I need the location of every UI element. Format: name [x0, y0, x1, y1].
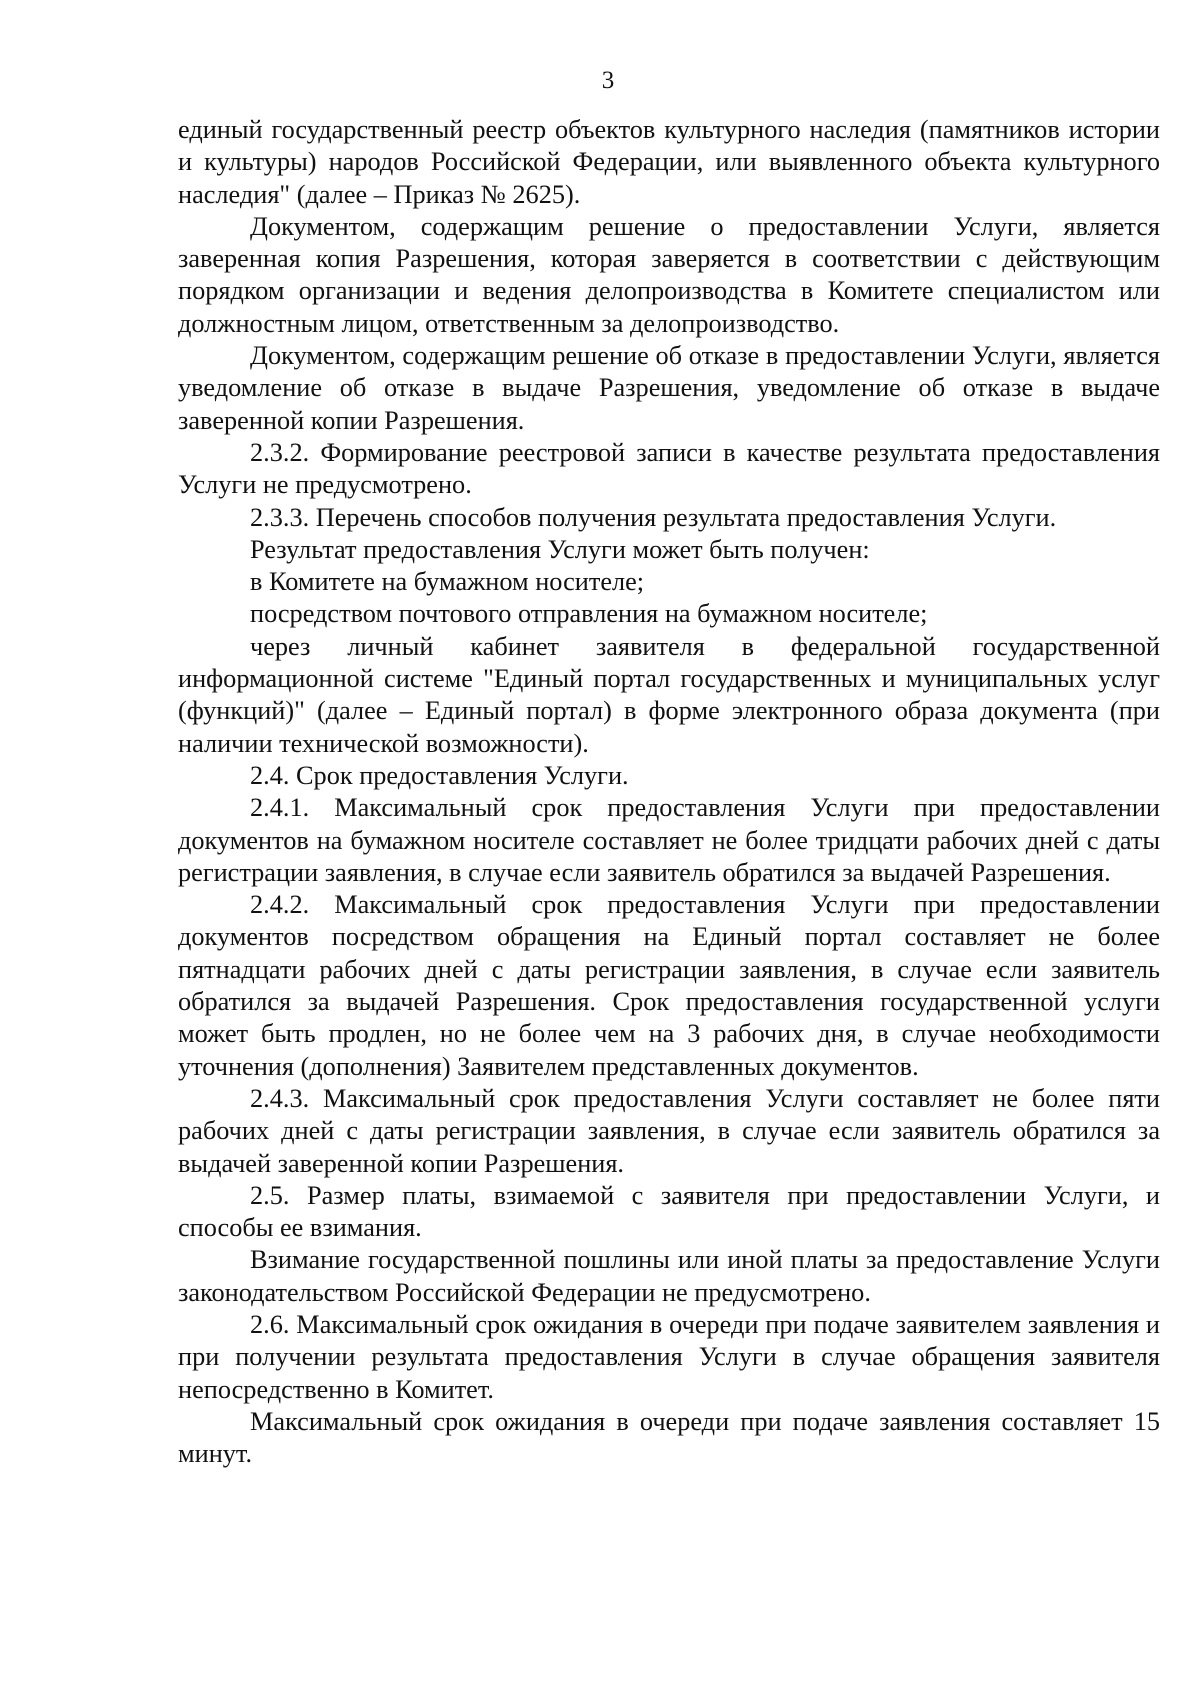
paragraph-fee: Взимание государственной пошлины или иной платы за предоставление Услуги законодательством Российской Федерации не предусмотрено.	[178, 1245, 1160, 1307]
paragraph-2-3-2: 2.3.2. Формирование реестровой записи в качестве результата предоставления Услуги не предусмотрено.	[178, 437, 1160, 500]
paragraph-2-3-3: 2.3.3. Перечень способов получения результата предоставления Услуги.	[250, 502, 1057, 532]
paragraph-2-6: 2.6. Максимальный срок ожидания в очереди при подаче заявителем заявления и при получении результата предоставления Услуги в случае обращения заявителя непосредственно в Комитет.	[178, 1309, 1160, 1404]
paragraph-2-4-2: 2.4.2. Максимальный срок предоставления Услуги при предоставлении документов посредством обращения на Единый портал составляет не более пятнадцати рабочих дней с даты регистрации заявления, в случае если заявитель обратился за выдачей Разрешения. Срок предоставления государственной услуги может быть продлен, но не более чем на 3 рабочих дня, в случае необходимости уточнения (дополнения) Заявителем представленных документов.	[178, 890, 1160, 1081]
list-item-portal: через личный кабинет заявителя в федеральной государственной информационной системе "Единый портал государственных и муниципальных услуг (функций)" (далее – Единый портал) в форме электронного образа документа (при наличии технической возможности).	[178, 631, 1160, 758]
paragraph-refusal-document: Документом, содержащим решение об отказе в предоставлении Услуги, является уведомление об отказе в выдаче Разрешения, уведомление об отказе в выдаче заверенной копии Разрешения.	[178, 341, 1160, 435]
paragraph-2-4: 2.4. Срок предоставления Услуги.	[250, 760, 629, 790]
document-body	[178, 114, 1160, 1470]
paragraph-queue-time: Максимальный срок ожидания в очереди при подаче заявления составляет 15 минут.	[178, 1406, 1160, 1469]
page-number: 3	[601, 67, 615, 94]
paragraph-intro-continuation: единый государственный реестр объектов культурного наследия (памятников истории и культуры) народов Российской Федерации, или выявленного объекта культурного наследия" (далее – Приказ № 2625).	[178, 115, 1160, 209]
paragraph-decision-document: Документом, содержащим решение о предоставлении Услуги, является заверенная копия Разрешения, которая заверяется в соответствии с действующим порядком организации и ведения делопроизводства в Комитете специалистом или должностным лицом, ответственным за делопроизводство.	[178, 211, 1160, 338]
paragraph-2-4-1: 2.4.1. Максимальный срок предоставления Услуги при предоставлении документов на бумажном носителе составляет не более тридцати рабочих дней с даты регистрации заявления, в случае если заявитель обратился за выдачей Разрешения.	[178, 793, 1160, 887]
list-item-paper-committee: в Комитете на бумажном носителе;	[250, 567, 645, 597]
paragraph-2-4-3: 2.4.3. Максимальный срок предоставления Услуги составляет не более пяти рабочих дней с даты регистрации заявления, в случае если заявитель обратился за выдачей заверенной копии Разрешения.	[178, 1083, 1160, 1178]
paragraph-result-obtained: Результат предоставления Услуги может быть получен:	[250, 534, 870, 564]
paragraph-2-5: 2.5. Размер платы, взимаемой с заявителя при предоставлении Услуги, и способы ее взимания.	[178, 1180, 1160, 1243]
list-item-postal: посредством почтового отправления на бумажном носителе;	[250, 599, 928, 629]
